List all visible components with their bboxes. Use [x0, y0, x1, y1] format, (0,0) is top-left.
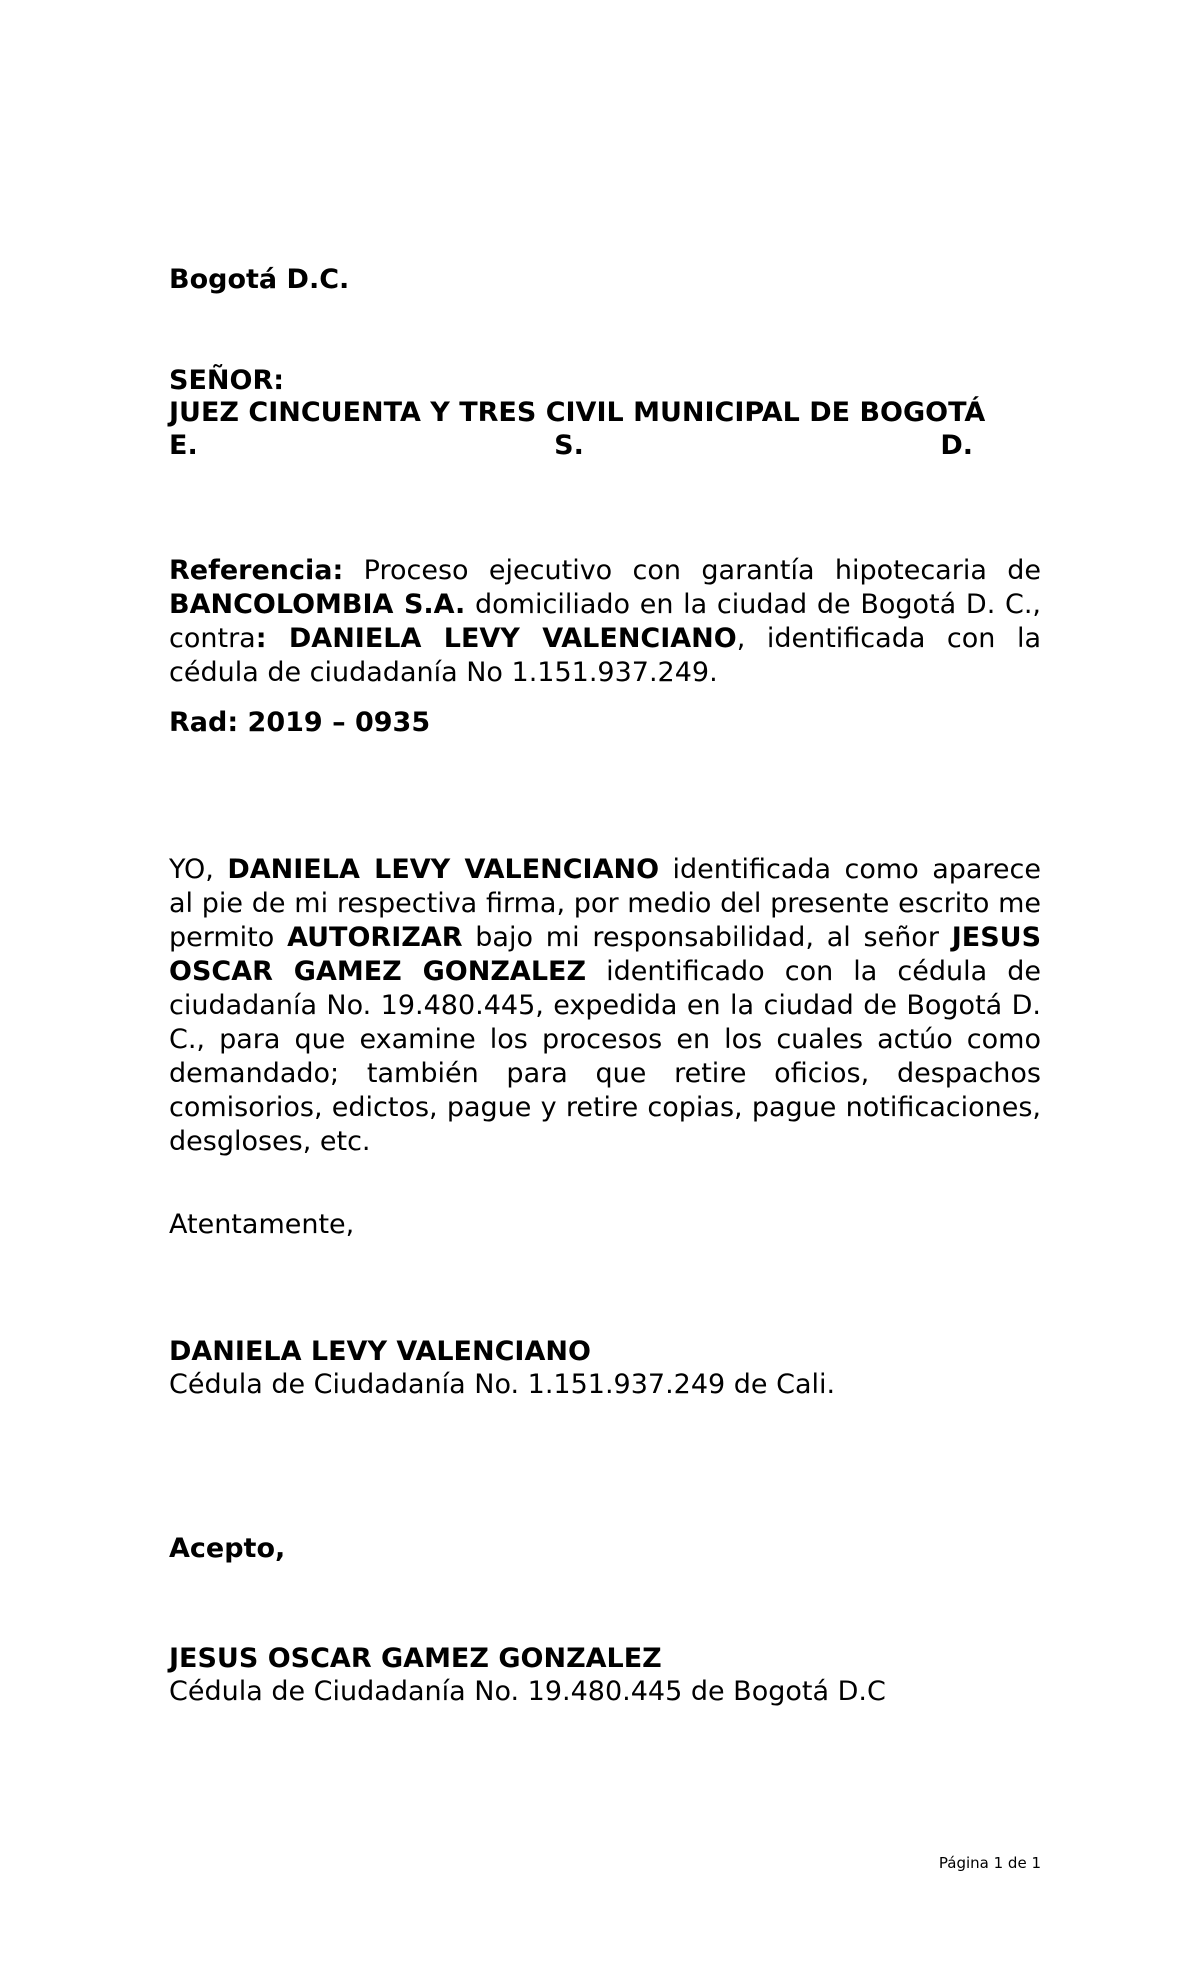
body-text-4: identificado con la cédula de ciudadanía No. 19.480.445, expedida en la ciudad de Bogotá D. C., para que examine los procesos en los cuales actúo como demandado; también para que retire oficios, despachos comisorios, edictos, pague y retire copias, pague notificaciones, desgloses, etc.	[169, 956, 1041, 1157]
body-text-3: bajo mi responsabilidad, al señor	[462, 922, 952, 953]
esd-s: S.	[554, 430, 584, 461]
esd-line	[169, 429, 1041, 463]
reference-plaintiff: BANCOLOMBIA S.A.	[169, 589, 466, 620]
body-paragraph	[169, 853, 1041, 1159]
reference-text-2: domiciliado en la ciudad de Bogotá D. C., contra	[169, 589, 1041, 654]
esd-d: D.	[940, 430, 973, 461]
city-line: Bogotá D.C.	[169, 264, 350, 295]
accept-line: Acepto,	[169, 1533, 286, 1564]
salutation: SEÑOR:	[169, 365, 285, 396]
signer-2-name: JESUS OSCAR GAMEZ GONZALEZ	[169, 1643, 662, 1674]
reference-text-3: , identificada con la cédula de ciudadanía No 1.151.937.249.	[169, 623, 1041, 688]
reference-paragraph	[169, 554, 1041, 690]
reference-defendant: DANIELA LEVY VALENCIANO	[266, 623, 737, 654]
signer-1-id: Cédula de Ciudadanía No. 1.151.937.249 de Cali.	[169, 1369, 836, 1400]
body-authorize: AUTORIZAR	[287, 922, 463, 953]
rad-number: Rad: 2019 – 0935	[169, 707, 431, 738]
addressee: JUEZ CINCUENTA Y TRES CIVIL MUNICIPAL DE BOGOTÁ	[169, 397, 986, 428]
reference-text-1: Proceso ejecutivo con garantía hipotecaria de	[343, 555, 1041, 586]
signer-1-name: DANIELA LEVY VALENCIANO	[169, 1336, 591, 1367]
body-text-2: identificada como aparece al pie de mi respectiva firma, por medio del presente escrito me permito	[169, 854, 1042, 953]
closing: Atentamente,	[169, 1209, 355, 1240]
page-number: Página 1 de 1	[938, 1854, 1041, 1872]
reference-label: Referencia:	[169, 555, 344, 586]
body-name-2: JESUS OSCAR GAMEZ GONZALEZ	[169, 922, 1042, 987]
body-text-1: YO,	[169, 854, 228, 885]
esd-e: E.	[169, 430, 198, 461]
signer-2-id: Cédula de Ciudadanía No. 19.480.445 de Bogotá D.C	[169, 1676, 886, 1707]
body-name-1: DANIELA LEVY VALENCIANO	[227, 854, 660, 885]
reference-colon: :	[255, 623, 267, 654]
